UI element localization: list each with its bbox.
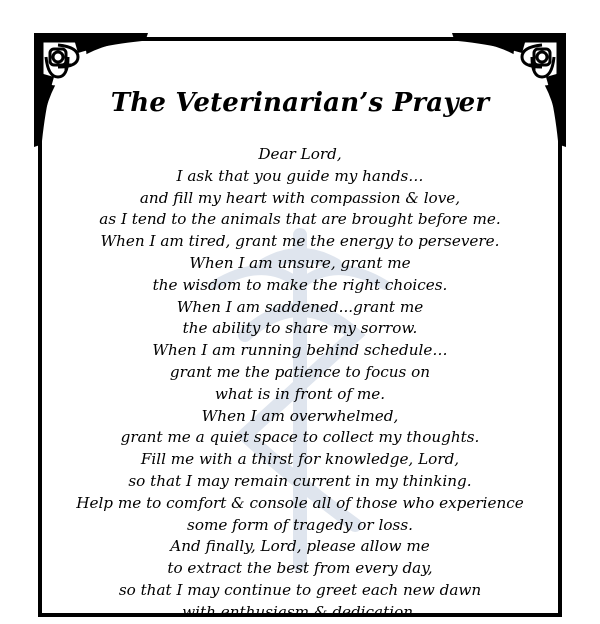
- prayer-line: When I am saddened...grant me: [176, 297, 424, 316]
- prayer-line: what is in front of me.: [214, 384, 386, 403]
- prayer-line: grant me the patience to focus on: [169, 362, 431, 381]
- prayer-line: And finally, Lord, please allow me: [170, 537, 430, 556]
- prayer-line: some form of tragedy or loss.: [187, 515, 413, 534]
- prayer-line: as I tend to the animals that are brought before me.: [99, 210, 501, 229]
- prayer-line: so that I may continue to greet each new dawn: [118, 580, 482, 599]
- prayer-line: When I am tired, grant me the energy to persevere.: [100, 232, 500, 251]
- prayer-line: the ability to share my sorrow.: [182, 319, 418, 338]
- prayer-line: When I am running behind schedule…: [152, 341, 448, 360]
- prayer-line: with enthusiasm & dedication.: [182, 602, 418, 621]
- prayer-line: to extract the best from every day,: [167, 559, 433, 578]
- prayer-line: grant me a quiet space to collect my thoughts.: [120, 428, 480, 447]
- prayer-line: When I am overwhelmed,: [201, 406, 399, 425]
- prayer-line: the wisdom to make the right choices.: [152, 275, 448, 294]
- prayer-line: I ask that you guide my hands…: [176, 166, 424, 185]
- prayer-line: Fill me with a thirst for knowledge, Lord,: [140, 450, 460, 469]
- prayer-line: Help me to comfort & console all of those who experience: [76, 493, 524, 512]
- prayer-title: The Veterinarian’s Prayer: [110, 88, 490, 118]
- prayer-line: and fill my heart with compassion & love,: [139, 188, 461, 207]
- prayer-line: so that I may remain current in my thinking.: [128, 471, 472, 490]
- prayer-body: [40, 144, 560, 624]
- prayer-line: Dear Lord,: [258, 145, 342, 163]
- prayer-line: When I am unsure, grant me: [189, 253, 411, 272]
